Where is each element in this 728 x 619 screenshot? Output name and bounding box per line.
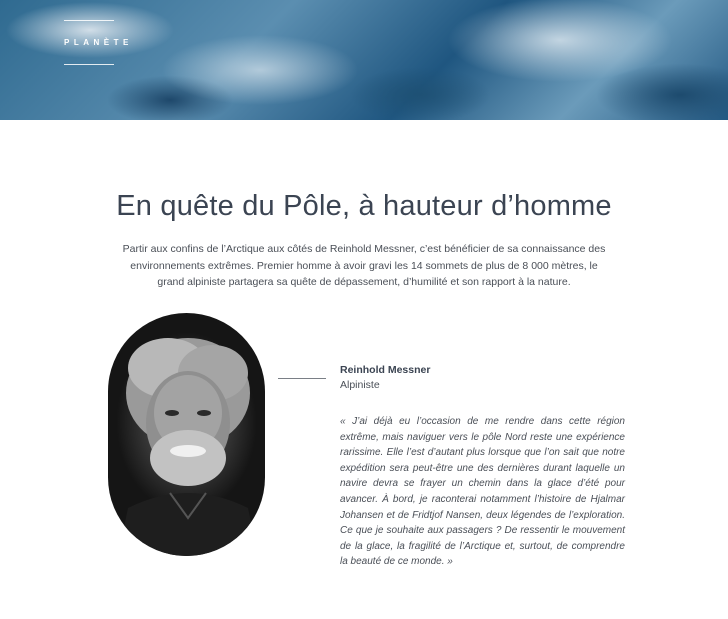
page-title: En quête du Pôle, à hauteur d’homme xyxy=(116,190,612,222)
speaker-portrait xyxy=(108,313,265,556)
section-label: PLANÈTE xyxy=(64,38,133,47)
hero-banner xyxy=(0,0,728,120)
speaker-name: Reinhold Messner xyxy=(340,364,431,376)
speaker-divider xyxy=(278,378,326,379)
hero-bottom-rule xyxy=(64,64,114,65)
hero-top-rule xyxy=(64,20,114,21)
speaker-quote: « J’ai déjà eu l’occasion de me rendre dans cette région extrême, mais naviguer vers le pôle Nord reste une expérience rarissime. Elle l’est d’autant plus lorsque que l’on sait que notre expédition sera peut-être une des dernières durant laquelle un navire devra se frayer un chemin dans la glace d’été pour avancer. À bord, je raconterai notamment l’histoire de Hjalmar Johansen et de Fridtjof Nansen, deux légendes de l’exploration. Ce que je souhaite aux passagers ? De ressentir le mouvement de la glace, la fragilité de l’Arctique et, surtout, de comprendre la beauté de ce monde. » xyxy=(340,416,625,568)
speaker-role: Alpiniste xyxy=(340,379,380,391)
intro-paragraph: Partir aux confins de l’Arctique aux côtés de Reinhold Messner, c’est bénéficier de sa connaissance des environnements extrêmes. Premier homme à avoir gravi les 14 sommets de plus de 8 000 mètres, le grand alpiniste partagera sa quête de dépassement, d’humilité et son rapport à la nature. xyxy=(122,243,606,288)
